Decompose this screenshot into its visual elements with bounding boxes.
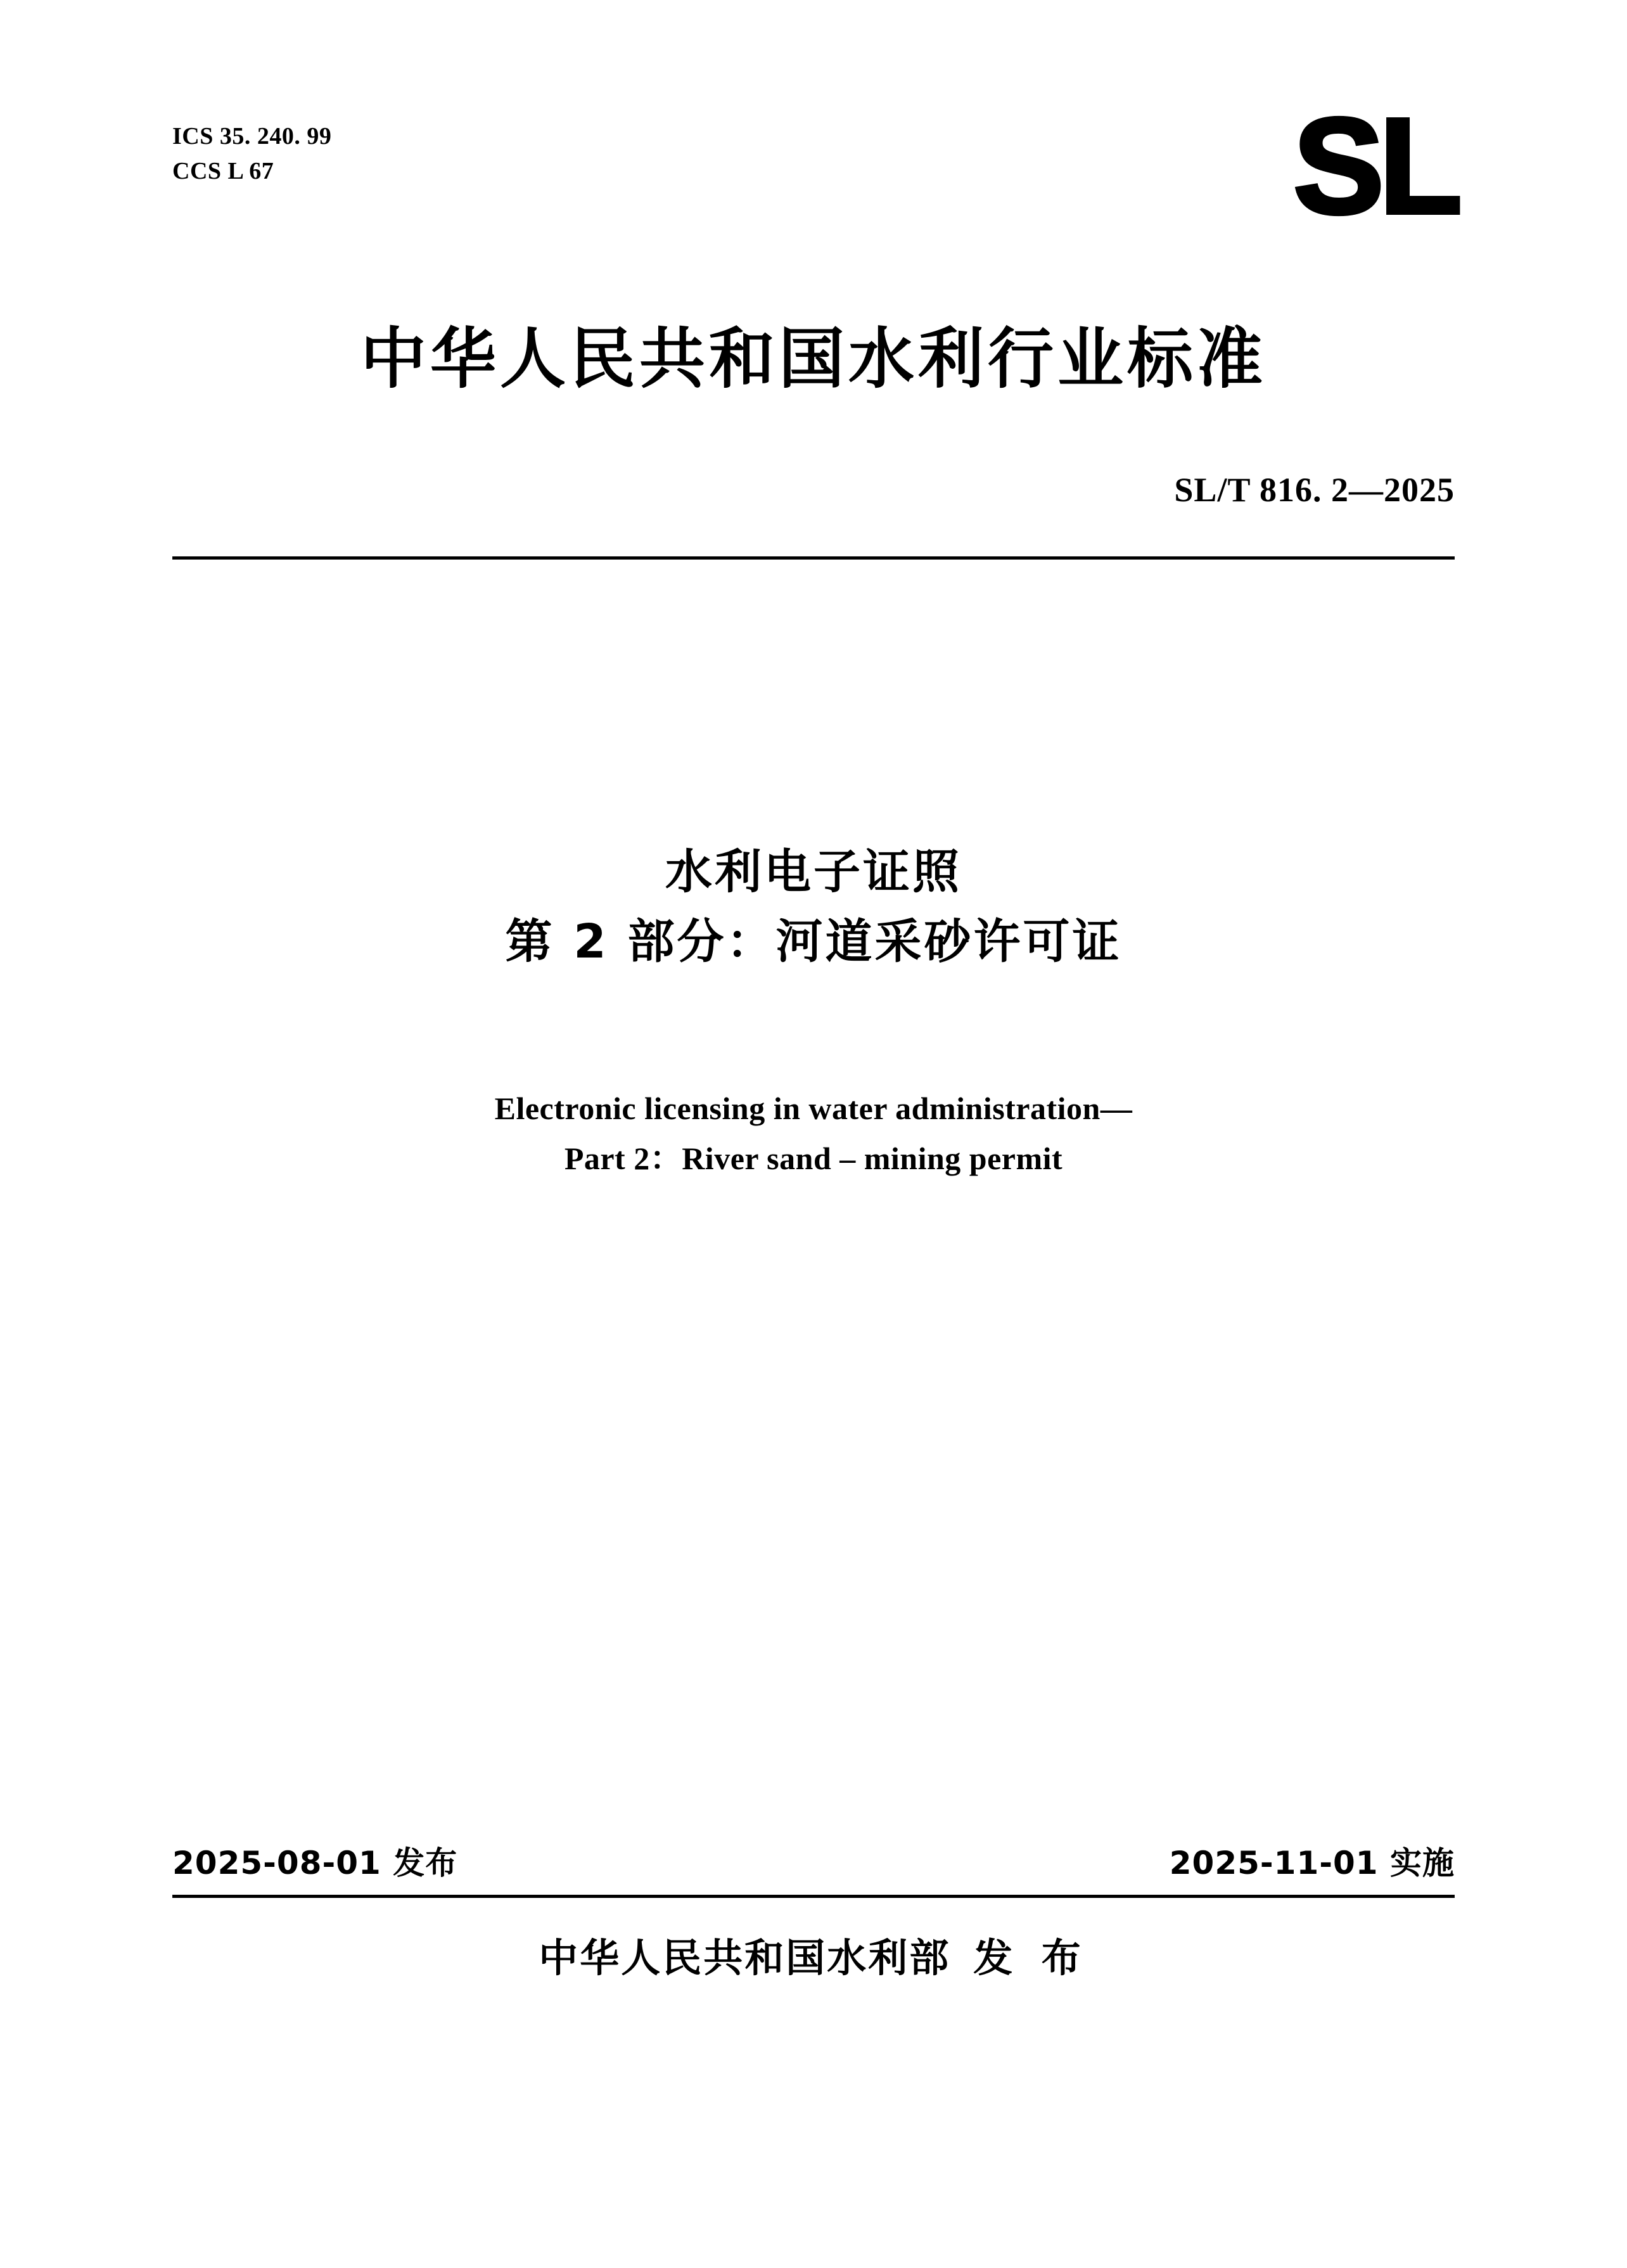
classification-codes [172, 119, 331, 189]
document-title-cn [0, 838, 1627, 977]
document-title-cn-line1: 水利电子证照 [665, 845, 962, 899]
issuing-authority-verb: 发 布 [973, 1935, 1088, 1981]
document-title-en [0, 1084, 1627, 1184]
standard-series-title: 中华人民共和国水利行业标准 [360, 320, 1267, 397]
ccs-code: CCS L 67 [172, 158, 274, 185]
issue-date: 2025-08-01 发布 [172, 1845, 458, 1881]
date-row [172, 1838, 1455, 1883]
header-divider [172, 556, 1455, 560]
document-title-en-line2: Part 2：River sand – mining permit [564, 1141, 1063, 1176]
issuing-authority-name: 中华人民共和国水利部 [539, 1935, 951, 1981]
document-title-en-line1: Electronic licensing in water administration— [494, 1091, 1133, 1126]
implementation-date: 2025-11-01 实施 [1169, 1845, 1455, 1881]
standard-number: SL/T 816. 2—2025 [1174, 471, 1455, 509]
document-title-cn-line2: 第 2 部分：河道采砂许可证 [505, 914, 1122, 969]
issuing-authority [0, 1926, 1627, 1983]
ics-code: ICS 35. 240. 99 [172, 123, 332, 150]
sl-logo: SL [1293, 89, 1457, 242]
footer-divider [172, 1895, 1455, 1898]
